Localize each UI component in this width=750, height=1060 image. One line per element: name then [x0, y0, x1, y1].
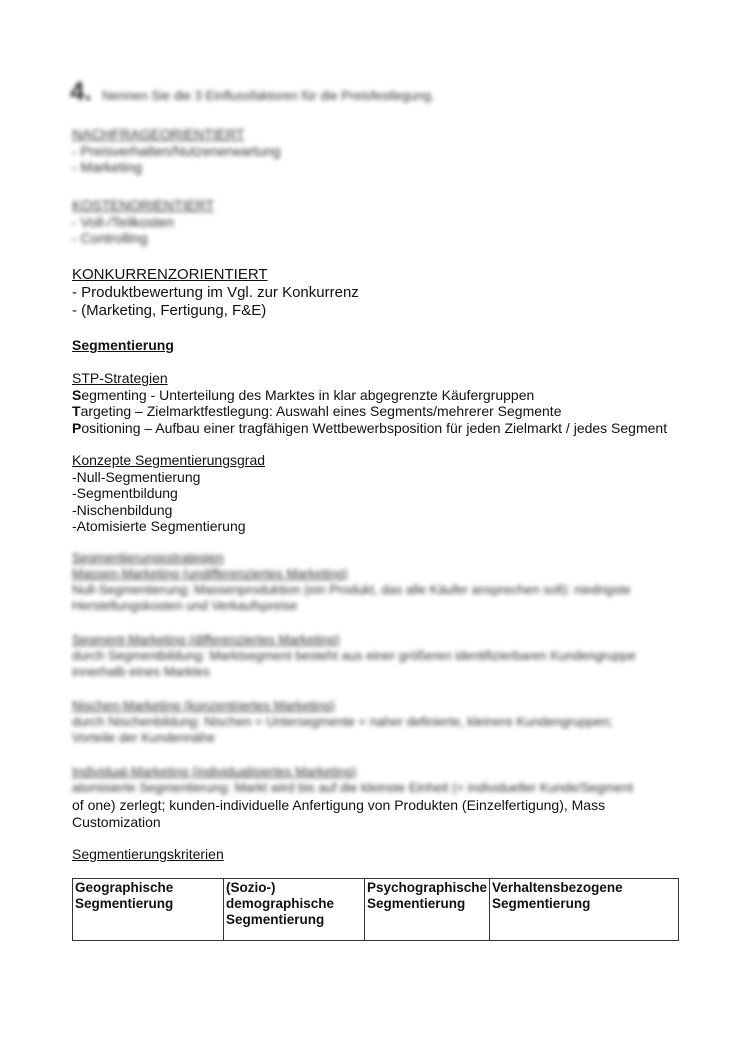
stp-section: [72, 370, 667, 436]
konkurrenz-item: - (Marketing, Fertigung, F&E): [72, 302, 267, 319]
massen-line: Herstellungskosten und Verkaufspreise: [72, 598, 298, 613]
table-cell-psychographisch: Psychographische Segmentierung: [365, 879, 490, 941]
konkurrenz-item: - Produktbewertung im Vgl. zur Konkurrenz: [72, 284, 359, 301]
stp-text: ositioning – Aufbau einer tragfähigen Wettbewerbsposition für jeden Zielmarkt / jedes Segment: [81, 419, 668, 436]
stp-text: argeting – Zielmarktfestlegung: Auswahl eines Segments/mehrerer Segmente: [80, 403, 562, 419]
konzepte-item: -Nischenbildung: [72, 501, 173, 518]
segment-marketing-line: innerhalb eines Marktes: [72, 664, 211, 679]
konkurrenz-heading: KONKURRENZORIENTIERT: [72, 266, 268, 283]
kosten-item: - Controlling: [72, 230, 148, 246]
individual-marketing-visible: [72, 797, 605, 830]
stp-heading: STP-Strategien: [72, 370, 168, 386]
nischen-marketing-line: Vorteile der Kundennähe: [72, 730, 216, 745]
nischen-marketing-section: [72, 698, 613, 746]
kosten-section: [72, 197, 214, 247]
strategien-heading: Segmentierungsstrategien: [72, 550, 224, 565]
kosten-item: - Voll-/Teilkosten: [72, 213, 174, 230]
stp-text: egmenting - Unterteilung des Marktes in klar abgegrenzte Käufergruppen: [81, 386, 535, 403]
kriterien-table: [72, 878, 679, 941]
nachfrage-heading: NACHFRAGEORIENTIERT: [72, 126, 245, 142]
stp-initial: S: [72, 386, 82, 403]
segment-marketing-line: durch Segmentbildung: Marktsegment besteht aus einer größeren identifizierbaren Kundengruppe: [72, 648, 636, 663]
nachfrage-item: - Preisverhalten/Nutzenerwartung: [72, 142, 281, 159]
strategien-section: [72, 550, 631, 614]
table-row: [73, 879, 679, 941]
stp-item-targeting: [72, 403, 667, 420]
individual-marketing-section: [72, 764, 633, 796]
table-cell-geographisch: Geographische Segmentierung: [73, 879, 224, 941]
individual-marketing-line: of one) zerlegt; kunden-individuelle Anfertigung von Produkten (Einzelfertigung), Mass: [72, 797, 606, 813]
individual-marketing-heading: Individual-Marketing (individualisiertes Marketing): [72, 764, 357, 779]
konzepte-item: -Null-Segmentierung: [72, 468, 201, 485]
question-number: 4.: [70, 76, 92, 106]
konzepte-heading: Konzepte Segmentierungsgrad: [72, 452, 266, 468]
individual-marketing-line: atomisierte Segmentierung: Markt wird bis auf die kleinste Einheit (= individueller Kunde/Segment: [72, 780, 634, 795]
nischen-marketing-line: durch Nischenbildung: Nischen = Untersegmente = naher definierte, kleinere Kundengruppen;: [72, 714, 613, 729]
question-text: Nennen Sie die 3 Einflussfaktoren für die Preisfestlegung.: [102, 88, 435, 103]
kosten-heading: KOSTENORIENTIERT: [72, 197, 215, 213]
stp-initial: T: [72, 403, 81, 419]
kriterien-heading: Segmentierungskriterien: [72, 846, 224, 862]
segmentierung-heading: Segmentierung: [72, 337, 174, 353]
table-cell-verhaltensbezogen: Verhaltensbezogene Segmentierung: [490, 879, 679, 941]
table-cell-demographisch: (Sozio-) demographische Segmentierung: [224, 879, 365, 941]
konzepte-item: -Segmentbildung: [72, 485, 178, 501]
segment-marketing-heading: Segment-Marketing (differenziertes Marketing): [72, 632, 340, 647]
konzepte-item: -Atomisierte Segmentierung: [72, 518, 246, 534]
nachfrage-section: [72, 126, 281, 176]
konkurrenz-section: [72, 266, 359, 320]
individual-marketing-line: Customization: [72, 813, 161, 830]
massen-line: Null-Segmentierung; Massenproduktion (ein Produkt, das alle Käufer ansprechen soll): niedrigste: [72, 582, 631, 597]
nischen-marketing-heading: Nischen-Marketing (konzentriertes Marketing): [72, 698, 335, 713]
stp-initial: P: [72, 419, 82, 436]
nachfrage-item: - Marketing: [72, 159, 143, 175]
question-heading: [70, 76, 435, 106]
massen-heading: Massen-Marketing (undifferenziertes Marketing): [72, 566, 348, 581]
konzepte-section: [72, 452, 265, 535]
segment-marketing-section: [72, 632, 636, 680]
stp-item-segmenting: [72, 387, 667, 404]
stp-item-positioning: [72, 420, 667, 437]
